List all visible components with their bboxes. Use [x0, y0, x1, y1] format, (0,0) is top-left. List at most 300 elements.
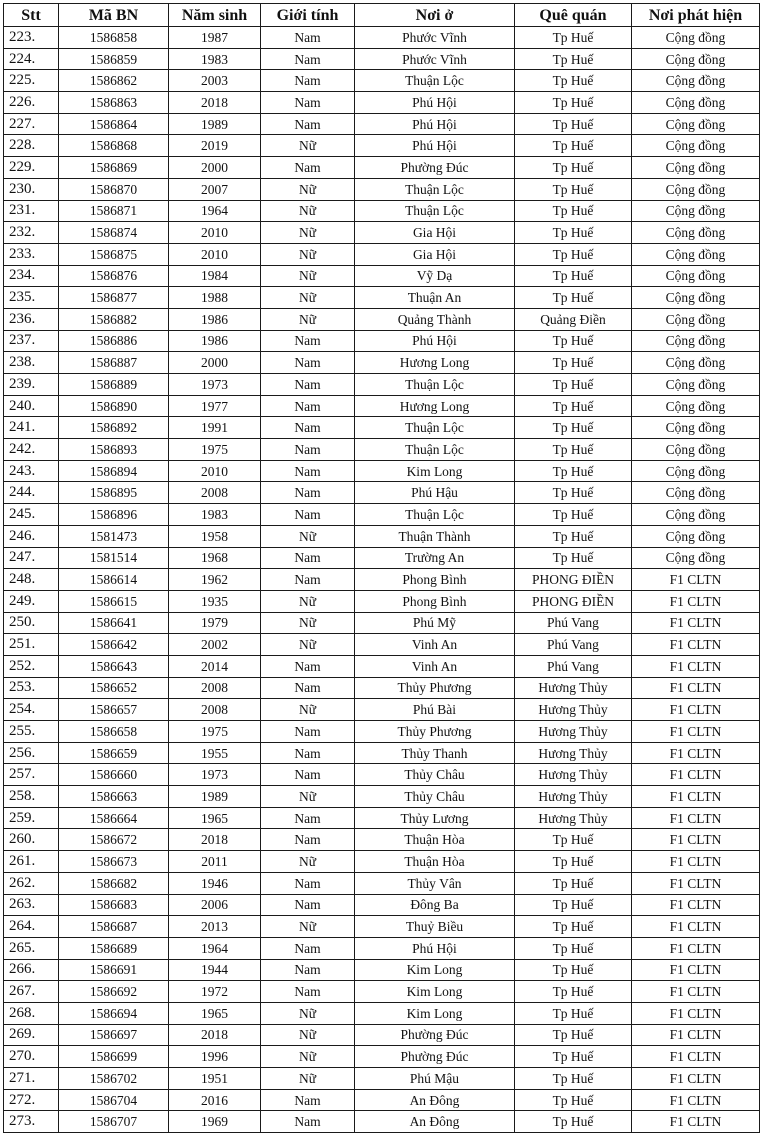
cell-nam-sinh: 2000 — [169, 352, 261, 374]
cell-nam-sinh: 1986 — [169, 330, 261, 352]
patient-table — [3, 3, 760, 1133]
cell-gioi-tinh: Nam — [261, 547, 355, 569]
table-row — [4, 113, 760, 135]
cell-gioi-tinh: Nam — [261, 352, 355, 374]
table-row — [4, 135, 760, 157]
cell-noi-o: Phú Hội — [355, 937, 515, 959]
cell-nam-sinh: 1987 — [169, 27, 261, 49]
table-row — [4, 482, 760, 504]
cell-noi-o: Gia Hội — [355, 243, 515, 265]
cell-noi-phat-hien: Cộng đồng — [632, 395, 760, 417]
cell-ma-bn: 1586871 — [59, 200, 169, 222]
cell-gioi-tinh: Nữ — [261, 178, 355, 200]
cell-noi-o: Thủy Phương — [355, 721, 515, 743]
cell-nam-sinh: 1958 — [169, 525, 261, 547]
cell-stt: 258. — [4, 786, 59, 808]
cell-stt: 273. — [4, 1111, 59, 1133]
cell-ma-bn: 1586874 — [59, 222, 169, 244]
cell-noi-phat-hien: F1 CLTN — [632, 959, 760, 981]
cell-gioi-tinh: Nam — [261, 764, 355, 786]
cell-noi-o: Thủy Vân — [355, 872, 515, 894]
cell-ma-bn: 1586682 — [59, 872, 169, 894]
cell-gioi-tinh: Nam — [261, 829, 355, 851]
cell-stt: 232. — [4, 222, 59, 244]
cell-stt: 243. — [4, 460, 59, 482]
table-row — [4, 525, 760, 547]
cell-ma-bn: 1586875 — [59, 243, 169, 265]
cell-stt: 272. — [4, 1089, 59, 1111]
cell-ma-bn: 1586863 — [59, 92, 169, 114]
cell-ma-bn: 1586882 — [59, 308, 169, 330]
cell-nam-sinh: 1969 — [169, 1111, 261, 1133]
cell-que-quan: Tp Huế — [515, 1089, 632, 1111]
cell-noi-o: Phong Bình — [355, 590, 515, 612]
cell-ma-bn: 1586673 — [59, 851, 169, 873]
cell-nam-sinh: 1979 — [169, 612, 261, 634]
cell-noi-o: Thuận Lộc — [355, 70, 515, 92]
cell-ma-bn: 1581514 — [59, 547, 169, 569]
cell-noi-o: Thuận Thành — [355, 525, 515, 547]
cell-nam-sinh: 2008 — [169, 699, 261, 721]
cell-nam-sinh: 1983 — [169, 48, 261, 70]
cell-noi-phat-hien: Cộng đồng — [632, 178, 760, 200]
cell-gioi-tinh: Nam — [261, 504, 355, 526]
cell-noi-phat-hien: Cộng đồng — [632, 135, 760, 157]
table-body — [4, 27, 760, 1133]
table-row — [4, 92, 760, 114]
cell-nam-sinh: 2000 — [169, 157, 261, 179]
header-stt: Stt — [4, 4, 59, 27]
cell-stt: 245. — [4, 504, 59, 526]
cell-noi-o: Thủy Lương — [355, 807, 515, 829]
cell-nam-sinh: 1975 — [169, 721, 261, 743]
cell-ma-bn: 1586887 — [59, 352, 169, 374]
cell-stt: 236. — [4, 308, 59, 330]
cell-ma-bn: 1586643 — [59, 655, 169, 677]
cell-que-quan: Quảng Điền — [515, 308, 632, 330]
cell-ma-bn: 1586663 — [59, 786, 169, 808]
cell-stt: 266. — [4, 959, 59, 981]
cell-ma-bn: 1586893 — [59, 439, 169, 461]
cell-noi-o: Thuỷ Biều — [355, 916, 515, 938]
cell-noi-o: Thuận Lộc — [355, 504, 515, 526]
cell-noi-phat-hien: F1 CLTN — [632, 1089, 760, 1111]
cell-noi-o: Gia Hội — [355, 222, 515, 244]
cell-ma-bn: 1586615 — [59, 590, 169, 612]
cell-noi-phat-hien: F1 CLTN — [632, 981, 760, 1003]
cell-noi-phat-hien: F1 CLTN — [632, 1068, 760, 1090]
cell-noi-o: Hương Long — [355, 395, 515, 417]
cell-stt: 235. — [4, 287, 59, 309]
cell-gioi-tinh: Nam — [261, 27, 355, 49]
cell-stt: 224. — [4, 48, 59, 70]
cell-noi-phat-hien: F1 CLTN — [632, 699, 760, 721]
cell-ma-bn: 1586699 — [59, 1046, 169, 1068]
cell-stt: 248. — [4, 569, 59, 591]
cell-noi-phat-hien: Cộng đồng — [632, 439, 760, 461]
cell-nam-sinh: 2006 — [169, 894, 261, 916]
cell-noi-phat-hien: Cộng đồng — [632, 70, 760, 92]
cell-que-quan: Tp Huế — [515, 157, 632, 179]
table-header — [4, 4, 760, 27]
cell-que-quan: Tp Huế — [515, 330, 632, 352]
cell-nam-sinh: 1983 — [169, 504, 261, 526]
cell-nam-sinh: 2018 — [169, 1024, 261, 1046]
cell-noi-o: Thủy Thanh — [355, 742, 515, 764]
cell-gioi-tinh: Nam — [261, 981, 355, 1003]
table-row — [4, 1111, 760, 1133]
cell-noi-phat-hien: Cộng đồng — [632, 482, 760, 504]
cell-ma-bn: 1586892 — [59, 417, 169, 439]
cell-noi-phat-hien: F1 CLTN — [632, 677, 760, 699]
cell-ma-bn: 1581473 — [59, 525, 169, 547]
cell-que-quan: Tp Huế — [515, 504, 632, 526]
cell-que-quan: Hương Thủy — [515, 764, 632, 786]
cell-ma-bn: 1586895 — [59, 482, 169, 504]
table-row — [4, 829, 760, 851]
cell-noi-phat-hien: F1 CLTN — [632, 916, 760, 938]
cell-noi-phat-hien: Cộng đồng — [632, 460, 760, 482]
patient-list-sheet — [3, 3, 760, 1133]
cell-nam-sinh: 2010 — [169, 243, 261, 265]
table-row — [4, 894, 760, 916]
cell-stt: 253. — [4, 677, 59, 699]
cell-gioi-tinh: Nữ — [261, 243, 355, 265]
cell-gioi-tinh: Nam — [261, 48, 355, 70]
table-row — [4, 308, 760, 330]
cell-stt: 261. — [4, 851, 59, 873]
cell-que-quan: Hương Thủy — [515, 677, 632, 699]
cell-ma-bn: 1586659 — [59, 742, 169, 764]
cell-que-quan: Tp Huế — [515, 374, 632, 396]
cell-noi-phat-hien: Cộng đồng — [632, 222, 760, 244]
table-row — [4, 916, 760, 938]
table-row — [4, 742, 760, 764]
cell-nam-sinh: 1973 — [169, 374, 261, 396]
cell-gioi-tinh: Nam — [261, 872, 355, 894]
cell-noi-o: Trường An — [355, 547, 515, 569]
cell-noi-o: Phước Vĩnh — [355, 48, 515, 70]
cell-gioi-tinh: Nam — [261, 807, 355, 829]
cell-nam-sinh: 1955 — [169, 742, 261, 764]
cell-noi-phat-hien: Cộng đồng — [632, 547, 760, 569]
cell-que-quan: Hương Thủy — [515, 807, 632, 829]
table-row — [4, 200, 760, 222]
cell-que-quan: Tp Huế — [515, 525, 632, 547]
table-row — [4, 937, 760, 959]
cell-stt: 265. — [4, 937, 59, 959]
header-noi-phat-hien: Nơi phát hiện — [632, 4, 760, 27]
cell-que-quan: Phú Vang — [515, 655, 632, 677]
cell-nam-sinh: 2008 — [169, 677, 261, 699]
cell-ma-bn: 1586660 — [59, 764, 169, 786]
table-row — [4, 1046, 760, 1068]
cell-ma-bn: 1586614 — [59, 569, 169, 591]
cell-gioi-tinh: Nữ — [261, 525, 355, 547]
table-row — [4, 460, 760, 482]
cell-noi-phat-hien: Cộng đồng — [632, 330, 760, 352]
cell-noi-phat-hien: F1 CLTN — [632, 851, 760, 873]
cell-gioi-tinh: Nữ — [261, 916, 355, 938]
cell-que-quan: Tp Huế — [515, 395, 632, 417]
header-nam-sinh: Năm sinh — [169, 4, 261, 27]
cell-ma-bn: 1586876 — [59, 265, 169, 287]
cell-noi-phat-hien: F1 CLTN — [632, 764, 760, 786]
cell-que-quan: Phú Vang — [515, 634, 632, 656]
cell-noi-phat-hien: Cộng đồng — [632, 200, 760, 222]
cell-gioi-tinh: Nam — [261, 1089, 355, 1111]
cell-noi-phat-hien: Cộng đồng — [632, 92, 760, 114]
cell-que-quan: PHONG ĐIỀN — [515, 590, 632, 612]
cell-gioi-tinh: Nam — [261, 959, 355, 981]
cell-gioi-tinh: Nam — [261, 937, 355, 959]
cell-que-quan: Tp Huế — [515, 916, 632, 938]
cell-noi-o: Thủy Châu — [355, 764, 515, 786]
cell-que-quan: Tp Huế — [515, 352, 632, 374]
table-row — [4, 981, 760, 1003]
cell-nam-sinh: 1986 — [169, 308, 261, 330]
cell-nam-sinh: 1965 — [169, 1002, 261, 1024]
table-row — [4, 851, 760, 873]
cell-nam-sinh: 1944 — [169, 959, 261, 981]
cell-noi-o: Phước Vĩnh — [355, 27, 515, 49]
cell-noi-phat-hien: F1 CLTN — [632, 786, 760, 808]
cell-nam-sinh: 2014 — [169, 655, 261, 677]
cell-stt: 271. — [4, 1068, 59, 1090]
cell-ma-bn: 1586664 — [59, 807, 169, 829]
cell-noi-o: Vỹ Dạ — [355, 265, 515, 287]
cell-gioi-tinh: Nữ — [261, 634, 355, 656]
cell-ma-bn: 1586894 — [59, 460, 169, 482]
cell-gioi-tinh: Nữ — [261, 287, 355, 309]
cell-que-quan: Tp Huế — [515, 135, 632, 157]
cell-stt: 267. — [4, 981, 59, 1003]
cell-stt: 262. — [4, 872, 59, 894]
cell-gioi-tinh: Nữ — [261, 135, 355, 157]
cell-nam-sinh: 1965 — [169, 807, 261, 829]
table-row — [4, 395, 760, 417]
cell-gioi-tinh: Nam — [261, 482, 355, 504]
cell-gioi-tinh: Nữ — [261, 1068, 355, 1090]
table-row — [4, 504, 760, 526]
cell-gioi-tinh: Nam — [261, 417, 355, 439]
cell-gioi-tinh: Nữ — [261, 699, 355, 721]
cell-noi-o: Hương Long — [355, 352, 515, 374]
cell-noi-phat-hien: Cộng đồng — [632, 352, 760, 374]
cell-noi-phat-hien: Cộng đồng — [632, 265, 760, 287]
cell-noi-o: Thuận Lộc — [355, 417, 515, 439]
cell-noi-o: Kim Long — [355, 981, 515, 1003]
cell-stt: 269. — [4, 1024, 59, 1046]
cell-ma-bn: 1586877 — [59, 287, 169, 309]
cell-nam-sinh: 2010 — [169, 460, 261, 482]
cell-gioi-tinh: Nam — [261, 894, 355, 916]
table-row — [4, 330, 760, 352]
cell-stt: 250. — [4, 612, 59, 634]
table-row — [4, 1089, 760, 1111]
cell-gioi-tinh: Nam — [261, 721, 355, 743]
cell-que-quan: Tp Huế — [515, 439, 632, 461]
header-gioi-tinh: Giới tính — [261, 4, 355, 27]
cell-stt: 255. — [4, 721, 59, 743]
cell-noi-o: An Đông — [355, 1089, 515, 1111]
cell-noi-phat-hien: F1 CLTN — [632, 1002, 760, 1024]
cell-noi-phat-hien: F1 CLTN — [632, 937, 760, 959]
cell-nam-sinh: 2018 — [169, 92, 261, 114]
cell-noi-phat-hien: F1 CLTN — [632, 1111, 760, 1133]
cell-stt: 247. — [4, 547, 59, 569]
cell-ma-bn: 1586652 — [59, 677, 169, 699]
cell-que-quan: Tp Huế — [515, 1002, 632, 1024]
header-row — [4, 4, 760, 27]
cell-noi-phat-hien: Cộng đồng — [632, 157, 760, 179]
cell-que-quan: Tp Huế — [515, 482, 632, 504]
cell-gioi-tinh: Nam — [261, 70, 355, 92]
cell-stt: 268. — [4, 1002, 59, 1024]
cell-noi-o: Phú Hội — [355, 92, 515, 114]
cell-noi-o: Quảng Thành — [355, 308, 515, 330]
cell-ma-bn: 1586641 — [59, 612, 169, 634]
cell-ma-bn: 1586870 — [59, 178, 169, 200]
cell-que-quan: Tp Huế — [515, 200, 632, 222]
cell-que-quan: PHONG ĐIỀN — [515, 569, 632, 591]
cell-noi-o: Thuận Lộc — [355, 178, 515, 200]
table-row — [4, 1068, 760, 1090]
cell-que-quan: Tp Huế — [515, 70, 632, 92]
cell-stt: 229. — [4, 157, 59, 179]
cell-stt: 241. — [4, 417, 59, 439]
cell-nam-sinh: 1977 — [169, 395, 261, 417]
header-ma-bn: Mã BN — [59, 4, 169, 27]
table-row — [4, 178, 760, 200]
cell-nam-sinh: 2008 — [169, 482, 261, 504]
cell-stt: 249. — [4, 590, 59, 612]
cell-stt: 254. — [4, 699, 59, 721]
cell-gioi-tinh: Nữ — [261, 222, 355, 244]
cell-noi-o: Phường Đúc — [355, 157, 515, 179]
cell-nam-sinh: 1951 — [169, 1068, 261, 1090]
cell-ma-bn: 1586864 — [59, 113, 169, 135]
cell-que-quan: Tp Huế — [515, 851, 632, 873]
cell-ma-bn: 1586859 — [59, 48, 169, 70]
cell-gioi-tinh: Nam — [261, 330, 355, 352]
table-row — [4, 786, 760, 808]
cell-gioi-tinh: Nam — [261, 113, 355, 135]
cell-que-quan: Tp Huế — [515, 829, 632, 851]
cell-nam-sinh: 1996 — [169, 1046, 261, 1068]
cell-noi-phat-hien: Cộng đồng — [632, 417, 760, 439]
cell-noi-o: Phường Đúc — [355, 1046, 515, 1068]
cell-ma-bn: 1586896 — [59, 504, 169, 526]
table-row — [4, 48, 760, 70]
cell-nam-sinh: 2011 — [169, 851, 261, 873]
cell-gioi-tinh: Nữ — [261, 612, 355, 634]
cell-stt: 260. — [4, 829, 59, 851]
cell-que-quan: Tp Huế — [515, 547, 632, 569]
cell-que-quan: Hương Thủy — [515, 699, 632, 721]
cell-noi-phat-hien: Cộng đồng — [632, 243, 760, 265]
cell-gioi-tinh: Nam — [261, 655, 355, 677]
table-row — [4, 677, 760, 699]
cell-gioi-tinh: Nam — [261, 395, 355, 417]
cell-gioi-tinh: Nam — [261, 742, 355, 764]
cell-nam-sinh: 1964 — [169, 937, 261, 959]
cell-que-quan: Tp Huế — [515, 894, 632, 916]
cell-que-quan: Tp Huế — [515, 92, 632, 114]
cell-noi-phat-hien: F1 CLTN — [632, 634, 760, 656]
cell-noi-o: Kim Long — [355, 460, 515, 482]
cell-que-quan: Tp Huế — [515, 417, 632, 439]
cell-gioi-tinh: Nam — [261, 157, 355, 179]
cell-noi-phat-hien: Cộng đồng — [632, 48, 760, 70]
table-row — [4, 70, 760, 92]
cell-gioi-tinh: Nữ — [261, 786, 355, 808]
cell-noi-o: Phú Hội — [355, 330, 515, 352]
cell-ma-bn: 1586707 — [59, 1111, 169, 1133]
cell-stt: 242. — [4, 439, 59, 461]
cell-que-quan: Tp Huế — [515, 178, 632, 200]
cell-noi-phat-hien: F1 CLTN — [632, 742, 760, 764]
cell-ma-bn: 1586687 — [59, 916, 169, 938]
cell-noi-o: Thuận Lộc — [355, 374, 515, 396]
cell-ma-bn: 1586697 — [59, 1024, 169, 1046]
cell-noi-phat-hien: Cộng đồng — [632, 504, 760, 526]
table-row — [4, 872, 760, 894]
cell-nam-sinh: 2018 — [169, 829, 261, 851]
cell-gioi-tinh: Nam — [261, 439, 355, 461]
table-row — [4, 439, 760, 461]
cell-gioi-tinh: Nữ — [261, 265, 355, 287]
cell-nam-sinh: 1984 — [169, 265, 261, 287]
cell-noi-phat-hien: F1 CLTN — [632, 655, 760, 677]
cell-stt: 244. — [4, 482, 59, 504]
cell-que-quan: Tp Huế — [515, 222, 632, 244]
cell-que-quan: Phú Vang — [515, 612, 632, 634]
cell-ma-bn: 1586642 — [59, 634, 169, 656]
cell-noi-o: Vinh An — [355, 655, 515, 677]
cell-noi-phat-hien: F1 CLTN — [632, 894, 760, 916]
cell-que-quan: Hương Thủy — [515, 742, 632, 764]
cell-que-quan: Tp Huế — [515, 1024, 632, 1046]
cell-noi-phat-hien: F1 CLTN — [632, 807, 760, 829]
table-row — [4, 265, 760, 287]
cell-noi-o: An Đông — [355, 1111, 515, 1133]
cell-gioi-tinh: Nữ — [261, 590, 355, 612]
cell-noi-o: Thuận An — [355, 287, 515, 309]
cell-noi-phat-hien: F1 CLTN — [632, 721, 760, 743]
cell-noi-phat-hien: F1 CLTN — [632, 590, 760, 612]
cell-ma-bn: 1586858 — [59, 27, 169, 49]
cell-noi-o: Thuận Lộc — [355, 200, 515, 222]
cell-noi-phat-hien: F1 CLTN — [632, 872, 760, 894]
cell-ma-bn: 1586886 — [59, 330, 169, 352]
table-row — [4, 27, 760, 49]
cell-noi-phat-hien: Cộng đồng — [632, 27, 760, 49]
cell-que-quan: Tp Huế — [515, 27, 632, 49]
cell-noi-o: Kim Long — [355, 959, 515, 981]
cell-nam-sinh: 1962 — [169, 569, 261, 591]
cell-nam-sinh: 1946 — [169, 872, 261, 894]
cell-que-quan: Tp Huế — [515, 937, 632, 959]
cell-ma-bn: 1586862 — [59, 70, 169, 92]
cell-stt: 225. — [4, 70, 59, 92]
cell-que-quan: Tp Huế — [515, 460, 632, 482]
cell-stt: 234. — [4, 265, 59, 287]
cell-stt: 251. — [4, 634, 59, 656]
cell-noi-o: Thuận Hòa — [355, 829, 515, 851]
table-row — [4, 634, 760, 656]
table-row — [4, 807, 760, 829]
